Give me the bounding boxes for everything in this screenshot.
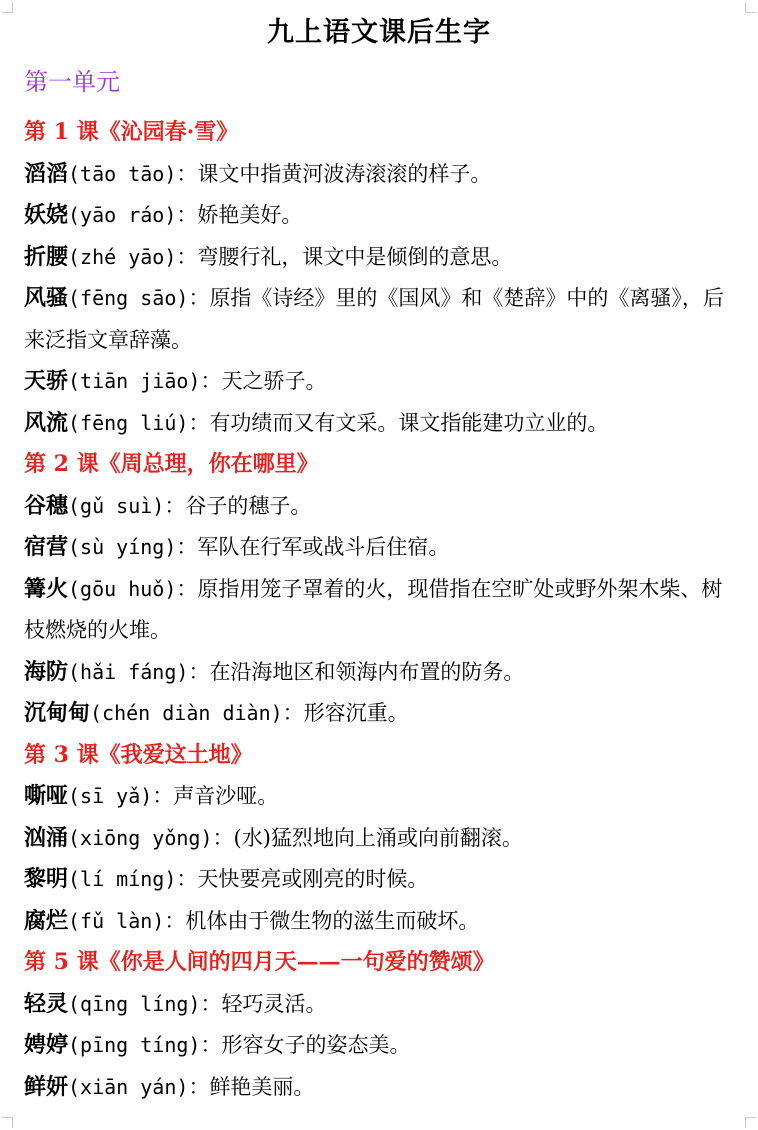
vocab-entry — [24, 693, 736, 735]
vocab-entry — [24, 486, 736, 528]
vocab-entry — [24, 527, 736, 569]
vocab-entry — [24, 361, 736, 403]
vocab-definition: 有功绩而又有文采。课文指能建功立业的。 — [209, 410, 609, 435]
vocab-pinyin: (fēng sāo) — [68, 286, 189, 310]
vocab-definition: 轻巧灵活。 — [221, 991, 327, 1016]
vocab-definition: 原指用笼子罩着的火，现借指在空旷处或野外架木柴、树枝燃烧的火堆。 — [24, 576, 723, 642]
vocab-separator: ： — [176, 161, 198, 186]
vocab-entry — [24, 195, 736, 237]
vocab-pinyin: (pīng tíng) — [68, 1033, 201, 1057]
vocab-separator: ： — [176, 576, 198, 601]
vocab-separator: ： — [176, 244, 198, 269]
vocab-separator: ： — [212, 825, 234, 850]
vocab-definition: 军队在行军或战斗后住宿。 — [197, 535, 450, 559]
vocab-entry — [24, 1025, 736, 1067]
vocab-entry — [24, 569, 736, 652]
vocab-word: 谷穗 — [24, 492, 69, 519]
lesson-heading: 第 1 课《沁园春·雪》 — [24, 119, 239, 145]
vocab-entry — [24, 818, 736, 860]
vocab-word: 沉甸甸 — [24, 700, 91, 726]
vocab-word: 风流 — [24, 409, 69, 436]
vocab-definition: 在沿海地区和领海内布置的防务。 — [209, 659, 525, 684]
vocab-separator: ： — [188, 286, 210, 310]
vocab-separator: ： — [152, 784, 174, 808]
vocab-pinyin: (qīng líng) — [68, 991, 201, 1016]
vocab-word: 鲜妍 — [24, 1073, 69, 1100]
vocab-definition: 鲜艳美丽。 — [209, 1074, 315, 1099]
vocab-pinyin: (chén diàn diàn) — [90, 701, 283, 725]
vocab-definition: 形容女子的姿态美。 — [221, 1033, 411, 1057]
vocab-pinyin: (xiōng yǒng) — [68, 825, 213, 850]
vocab-word: 篝火 — [24, 575, 69, 602]
vocab-pinyin: (yāo ráo) — [68, 203, 177, 227]
vocab-separator: ： — [188, 1074, 210, 1099]
vocab-separator: ： — [200, 991, 222, 1016]
vocab-definition: 弯腰行礼，课文中是倾倒的意思。 — [197, 244, 513, 269]
vocab-entry — [24, 403, 736, 445]
vocab-pinyin: (gǔ suì) — [68, 493, 165, 518]
vocab-pinyin: (tāo tāo) — [68, 161, 177, 186]
vocab-word: 嘶哑 — [24, 783, 69, 809]
vocab-separator: ： — [164, 493, 186, 518]
vocab-definition: 声音沙哑。 — [173, 784, 279, 808]
vocab-separator: ： — [164, 908, 186, 933]
page-title: 九上语文课后生字 — [267, 17, 491, 48]
vocab-entry — [24, 776, 736, 818]
vocab-definition: 原指《诗经》里的《国风》和《楚辞》中的《离骚》，后来泛指文章辞藻。 — [24, 286, 724, 352]
vocabulary-list — [24, 112, 736, 1108]
page-corner-mark — [2, 1117, 13, 1128]
vocab-separator: ： — [200, 369, 222, 393]
vocab-separator: ： — [188, 659, 210, 684]
vocab-definition: 娇艳美好。 — [197, 203, 303, 227]
vocab-word: 宿营 — [24, 534, 69, 560]
vocab-word: 汹涌 — [24, 824, 69, 851]
vocab-pinyin: (lí míng) — [68, 867, 177, 891]
vocab-entry — [24, 652, 736, 694]
vocab-word: 轻灵 — [24, 990, 69, 1017]
vocab-separator: ： — [188, 410, 210, 435]
vocab-pinyin: (fǔ làn) — [68, 908, 165, 933]
vocab-definition: 天快要亮或刚亮的时候。 — [197, 867, 429, 891]
vocab-separator: ： — [176, 867, 198, 891]
vocab-pinyin: (sù yíng) — [68, 535, 177, 559]
vocab-entry — [24, 237, 736, 279]
vocab-definition: 机体由于微生物的滋生而破坏。 — [185, 908, 480, 933]
vocab-word: 海防 — [24, 658, 69, 685]
vocab-definition: (水)猛烈地向上涌或向前翻滚。 — [233, 825, 523, 850]
vocab-pinyin: (sī yǎ) — [68, 784, 153, 808]
vocab-word: 黎明 — [24, 866, 69, 892]
vocab-definition: 课文中指黄河波涛滚滚的样子。 — [197, 161, 492, 186]
vocab-word: 腐烂 — [24, 907, 69, 934]
vocab-word: 滔滔 — [24, 160, 69, 187]
vocab-entry — [24, 859, 736, 901]
vocab-entry — [24, 1067, 736, 1109]
vocab-separator: ： — [176, 203, 198, 227]
vocab-separator: ： — [176, 535, 198, 559]
vocab-separator: ： — [200, 1033, 222, 1057]
vocab-word: 风骚 — [24, 285, 69, 311]
vocab-word: 妖娆 — [24, 202, 69, 228]
unit-heading: 第一单元 — [24, 68, 120, 96]
vocab-pinyin: (zhé yāo) — [68, 244, 177, 269]
lesson-heading: 第 5 课《你是人间的四月天——一句爱的赞颂》 — [24, 949, 495, 975]
lesson-heading: 第 3 课《我爱这土地》 — [24, 741, 253, 768]
vocab-entry — [24, 278, 736, 361]
vocab-definition: 谷子的穗子。 — [185, 493, 312, 518]
vocab-entry — [24, 901, 736, 943]
vocab-entry — [24, 154, 736, 196]
vocab-word: 娉婷 — [24, 1032, 69, 1058]
vocab-entry — [24, 984, 736, 1026]
vocab-pinyin: (gōu huǒ) — [68, 576, 177, 601]
vocab-word: 折腰 — [24, 243, 69, 270]
vocab-definition: 天之骄子。 — [221, 369, 327, 393]
vocab-pinyin: (tiān jiāo) — [68, 369, 201, 393]
vocab-definition: 形容沉重。 — [303, 701, 409, 725]
lesson-heading: 第 2 课《周总理，你在哪里》 — [24, 451, 319, 477]
vocab-pinyin: (hǎi fáng) — [68, 659, 189, 684]
page-corner-mark — [745, 1117, 756, 1128]
vocab-separator: ： — [282, 701, 304, 725]
vocab-pinyin: (xiān yán) — [68, 1074, 189, 1099]
vocab-word: 天骄 — [24, 368, 69, 394]
vocab-pinyin: (fēng liú) — [68, 410, 189, 435]
